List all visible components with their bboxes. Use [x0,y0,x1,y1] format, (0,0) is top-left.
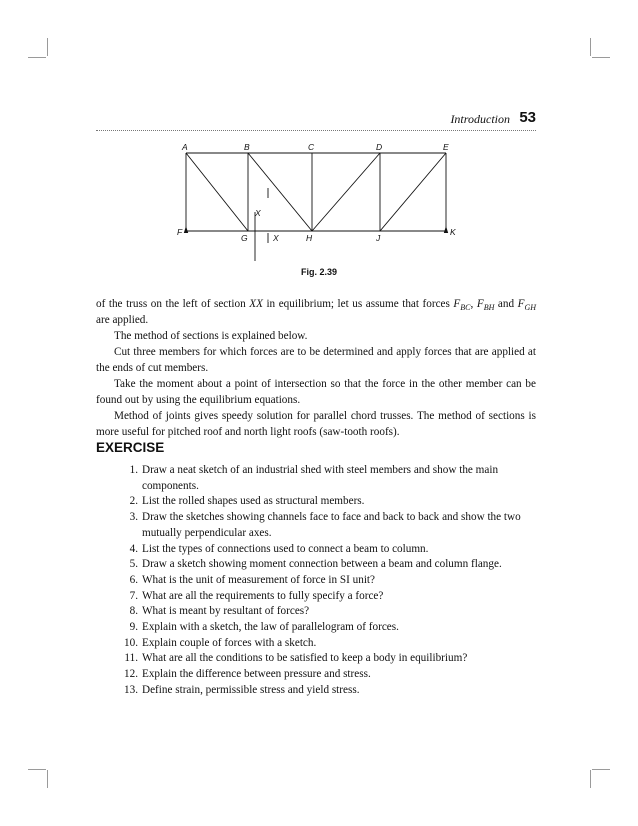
exercise-item: 13. Define strain, permissible stress and yield stress. [124,683,360,696]
exercise-item: 7. What are all the requirements to fully specify a force? [129,589,384,602]
exercise-list [96,463,536,699]
exercise-item: 5. Draw a sketch showing moment connection between a beam and column flange. [129,558,502,571]
diagonal-ej [380,153,446,231]
exercise-item: 4. List the types of connections used to connect a beam to column. [129,542,429,555]
node-label-e: E [443,142,449,152]
node-label-k: K [450,227,456,237]
support-reaction-arrow-f [184,226,188,233]
node-label-d: D [376,142,383,152]
exercise-item: 6. What is the unit of measurement of force in SI unit? [129,573,376,586]
node-label-j: J [376,233,381,243]
diagonal-bh [248,153,312,231]
crop-mark [47,770,48,788]
paragraph: The method of sections is explained below. [114,330,308,342]
exercise-item: 1. Draw a neat sketch of an industrial shed with steel members and show the main components. [129,464,499,492]
node-label-a: A [182,142,188,152]
diagonal-ag [186,153,248,231]
node-label-h: H [306,233,313,243]
exercise-item: 9. Explain with a sketch, the law of parallelogram of forces. [129,621,399,634]
paragraph: Take the moment about a point of intersection so that the force in the other member can be found out by using the equilibrium equations. [96,378,536,406]
paragraph: Method of joints gives speedy solution for parallel chord trusses. The method of sections is more useful for pitched roof and north light roofs (saw-tooth roofs). [96,410,536,438]
paragraph: Cut three members for which forces are to be determined and apply forces that are applied at the ends of cut members. [96,346,536,374]
figure-caption: Fig. 2.39 [300,267,337,277]
exercise-item: 8. What is meant by resultant of forces? [129,605,310,618]
node-label-c: C [308,142,315,152]
exercise-item: 11. What are all the conditions to be satisfied to keep a body in equilibrium? [124,652,468,665]
exercise-heading: EXERCISE [96,440,165,455]
body-text [96,296,536,440]
page-number: 53 [519,109,536,126]
header-section-title: Introduction [450,112,510,126]
section-label-x-top: X [255,208,261,218]
section-label-x-bottom: X [273,233,279,243]
node-label-g: G [241,233,248,243]
truss-diagram [0,0,638,300]
crop-mark [592,769,610,770]
support-reaction-arrow-k [444,226,448,233]
crop-mark [28,769,46,770]
paragraph: of the truss on the left of section XX in equilibrium; let us assume that forces $F_{BC}$, $F_{BH}$ and $F_{GH}$ are applied. [96,298,537,326]
node-label-b: B [244,142,250,152]
exercise-item: 12. Explain the difference between pressure and stress. [124,668,371,681]
exercise-item: 10. Explain couple of forces with a sketch. [124,636,317,649]
diagonal-dh [312,153,380,231]
exercise-item: 2. List the rolled shapes used as structural members. [129,495,365,508]
crop-mark [590,770,591,788]
exercise-item: 3. Draw the sketches showing channels face to face and back to back and show the two mutually perpendicular axes. [129,511,521,539]
node-label-f: F [177,227,183,237]
